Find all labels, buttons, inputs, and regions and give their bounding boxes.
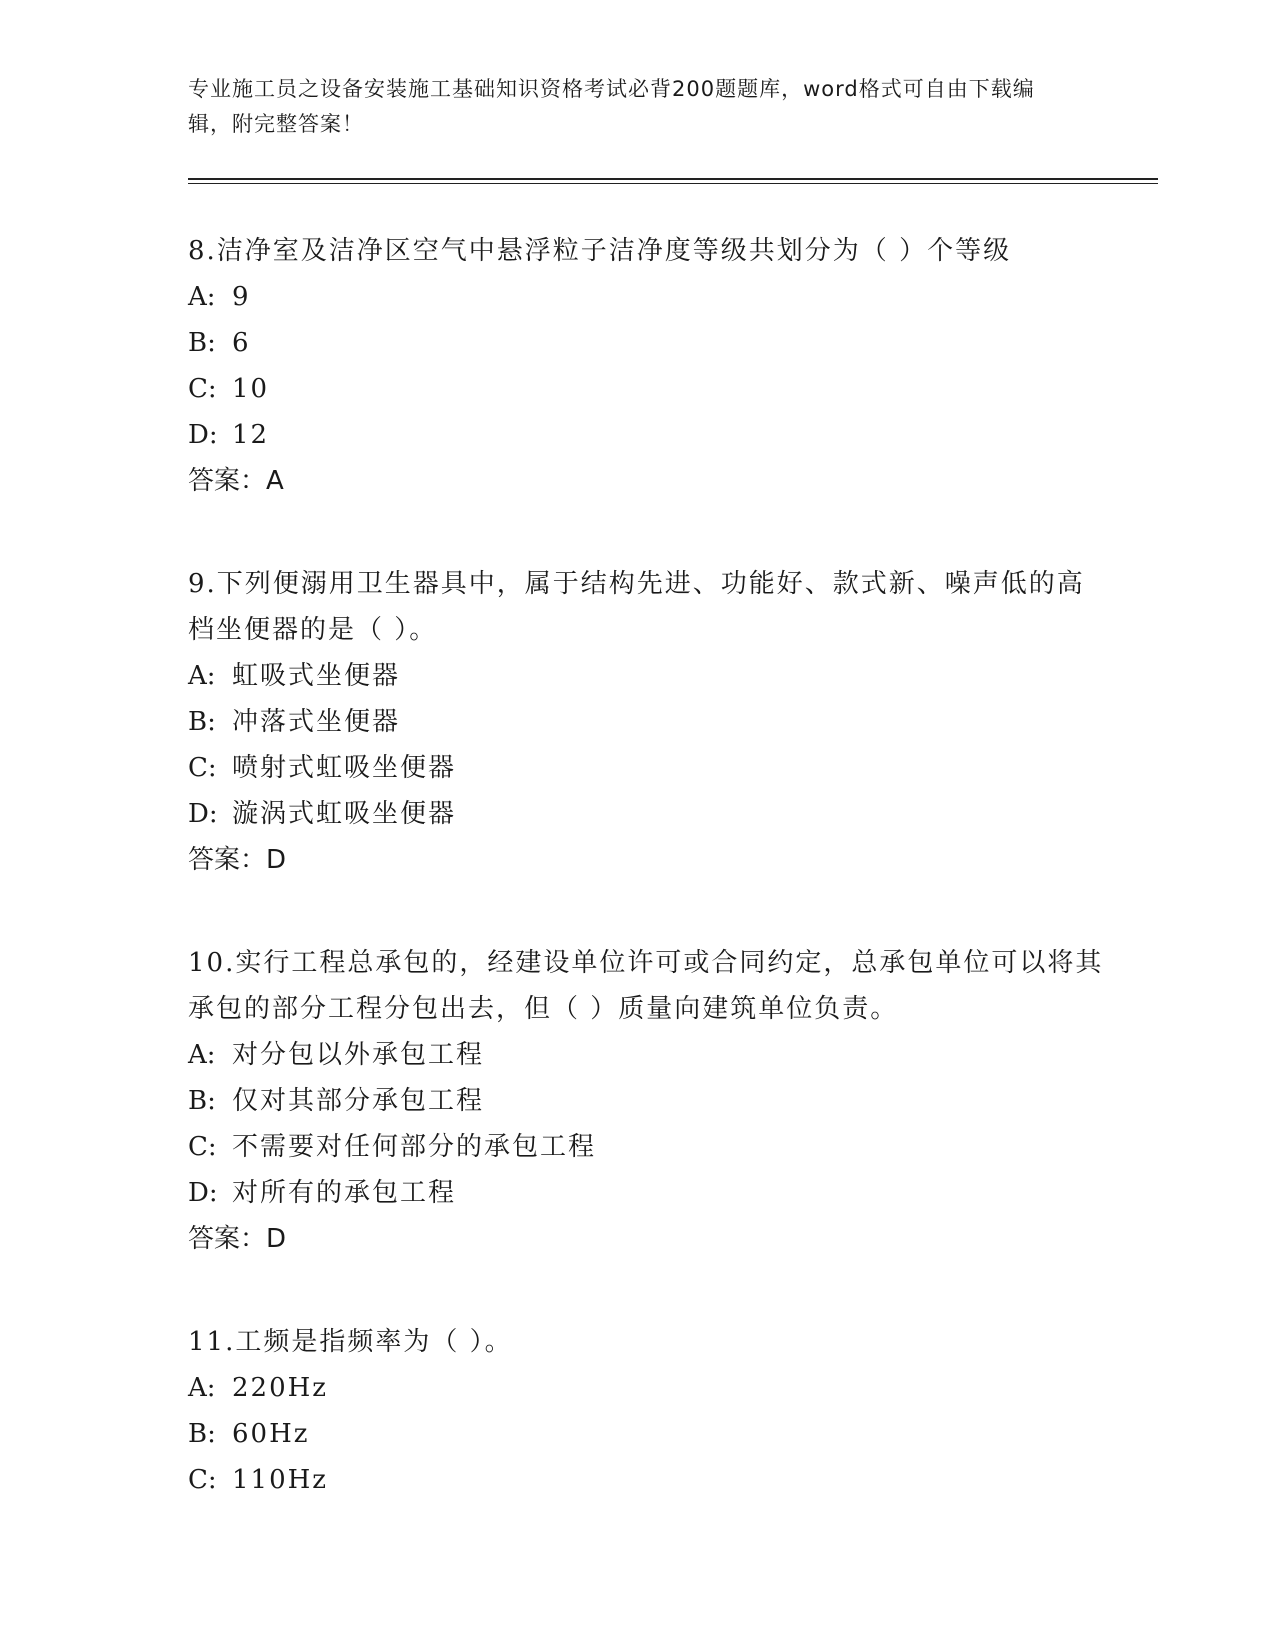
option-d — [188, 1170, 1108, 1216]
option-text: 对分包以外承包工程 — [232, 1040, 485, 1070]
option-text: 对所有的承包工程 — [232, 1178, 457, 1208]
option-letter: D: — [188, 799, 218, 829]
option-a — [188, 1365, 1108, 1411]
option-letter: A: — [188, 1373, 216, 1403]
header-divider-thick — [188, 178, 1158, 180]
option-letter: B: — [188, 707, 216, 737]
option-c — [188, 366, 1108, 412]
option-letter: D: — [188, 1178, 218, 1208]
question-item — [188, 1319, 1108, 1503]
question-item — [188, 228, 1108, 504]
option-text: 漩涡式虹吸坐便器 — [232, 799, 457, 829]
option-letter: B: — [188, 1419, 216, 1449]
option-text: 110Hz — [232, 1465, 328, 1495]
option-letter: C: — [188, 1132, 217, 1162]
option-letter: D: — [188, 420, 218, 450]
option-letter: C: — [188, 753, 217, 783]
option-text: 喷射式虹吸坐便器 — [232, 753, 457, 783]
option-letter: A: — [188, 1040, 216, 1070]
option-text: 10 — [232, 374, 270, 404]
question-item — [188, 940, 1108, 1262]
option-text: 仅对其部分承包工程 — [232, 1086, 485, 1116]
option-a — [188, 1032, 1108, 1078]
option-text: 220Hz — [232, 1373, 328, 1403]
option-b — [188, 320, 1108, 366]
option-text: 9 — [232, 282, 251, 312]
option-text: 60Hz — [232, 1419, 310, 1449]
option-letter: A: — [188, 661, 216, 691]
question-text: 9.下列便溺用卫生器具中，属于结构先进、功能好、款式新、噪声低的高档坐便器的是（ ）。 — [188, 569, 1085, 645]
answer-line: 答案：A — [188, 466, 284, 496]
option-text: 12 — [232, 420, 270, 450]
option-letter: B: — [188, 328, 216, 358]
option-letter: C: — [188, 374, 217, 404]
document-header: 专业施工员之设备安装施工基础知识资格考试必背200题题库，word格式可自由下载编辑，附完整答案！ — [188, 77, 1035, 136]
option-b — [188, 1078, 1108, 1124]
header-divider-thin — [188, 183, 1158, 184]
question-list — [188, 228, 1108, 1560]
question-item — [188, 561, 1108, 883]
option-c — [188, 745, 1108, 791]
question-text: 8.洁净室及洁净区空气中悬浮粒子洁净度等级共划分为（ ）个等级 — [188, 236, 1012, 266]
option-d — [188, 791, 1108, 837]
option-a — [188, 653, 1108, 699]
option-a — [188, 274, 1108, 320]
option-letter: B: — [188, 1086, 216, 1116]
answer-line: 答案：D — [188, 1224, 287, 1254]
option-letter: C: — [188, 1465, 217, 1495]
question-text: 10.实行工程总承包的，经建设单位许可或合同约定，总承包单位可以将其承包的部分工程分包出去，但（ ）质量向建筑单位负责。 — [188, 948, 1104, 1024]
option-text: 冲落式坐便器 — [232, 707, 401, 737]
option-text: 虹吸式坐便器 — [232, 661, 401, 691]
option-text: 6 — [232, 328, 251, 358]
option-b — [188, 1411, 1108, 1457]
answer-line: 答案：D — [188, 845, 287, 875]
option-letter: A: — [188, 282, 216, 312]
option-text: 不需要对任何部分的承包工程 — [232, 1132, 597, 1162]
option-d — [188, 412, 1108, 458]
question-text: 11.工频是指频率为（ ）。 — [188, 1327, 513, 1357]
option-c — [188, 1124, 1108, 1170]
option-b — [188, 699, 1108, 745]
option-c — [188, 1457, 1108, 1503]
